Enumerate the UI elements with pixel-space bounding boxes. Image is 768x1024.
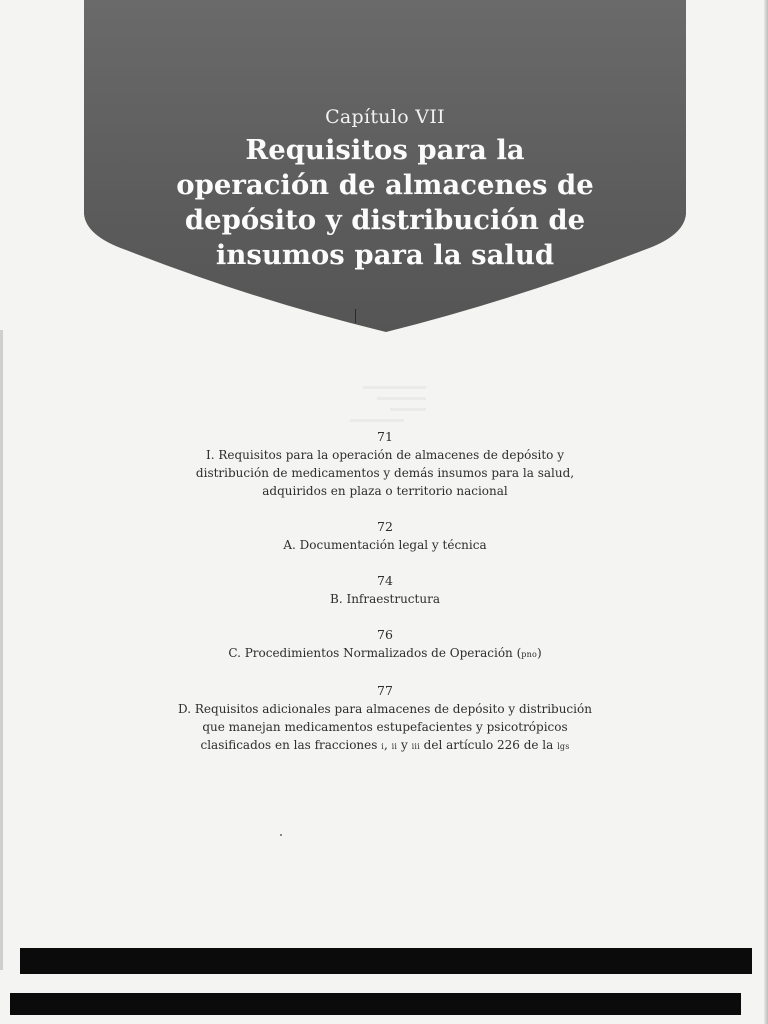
toc-entry [160,428,610,500]
toc-entry-line: B. Infraestructura [330,592,440,606]
abbreviation-lgs: lgs [557,742,570,751]
toc-entry-line: adquiridos en plaza o territorio nacional [262,484,508,498]
toc-entry-line: A. Documentación legal y técnica [283,538,487,552]
toc-text-part: y [397,738,412,752]
toc-entry-line [160,736,610,756]
chapter-label: Capítulo VII [325,106,445,128]
toc-entry-line: D. Requisitos adicionales para almacenes de depósito y distribución [178,702,592,716]
chapter-title-line: operación de almacenes de [176,169,594,201]
toc-text-part: C. Procedimientos Normalizados de Operación ( [228,646,522,660]
toc-entry [160,572,610,608]
toc-page-number: 71 [377,429,393,444]
toc-page-number: 72 [377,519,393,534]
table-of-contents [160,428,610,756]
toc-text-part: del artículo 226 de la [419,738,558,752]
toc-entry-line: distribución de medicamentos y demás insumos para la salud, [195,466,575,480]
chapter-title [164,133,606,273]
toc-page-number: 74 [377,573,393,588]
scan-page-edge-left [0,330,3,970]
toc-text-part: clasificados en las fracciones [200,738,382,752]
scan-speck [280,834,282,836]
toc-text-part: ) [536,646,542,660]
chapter-banner [84,0,686,332]
toc-entry [160,682,610,756]
scan-black-bar [10,993,741,1015]
toc-entry-line: que manejan medicamentos estupefacientes y psicotrópicos [202,720,568,734]
toc-entry-line: I. Requisitos para la operación de almacenes de depósito y [205,448,564,462]
abbreviation-pno: pno [521,650,537,659]
scan-mark [355,309,356,323]
roman-numeral-i: i [381,742,384,751]
toc-text-part: , [383,738,392,752]
toc-entry [160,626,610,664]
toc-page-number: 77 [377,683,393,698]
roman-numeral-iii: iii [411,742,420,751]
roman-numeral-ii: ii [391,742,398,751]
chapter-title-line: insumos para la salud [215,239,555,271]
toc-entry-line [160,644,610,664]
scan-page-edge-right [764,0,768,1024]
chapter-title-line: depósito y distribución de [184,204,586,236]
scan-black-bar [20,948,752,974]
chapter-title-line: Requisitos para la [245,134,525,166]
toc-page-number: 76 [377,627,393,642]
toc-entry [160,518,610,554]
